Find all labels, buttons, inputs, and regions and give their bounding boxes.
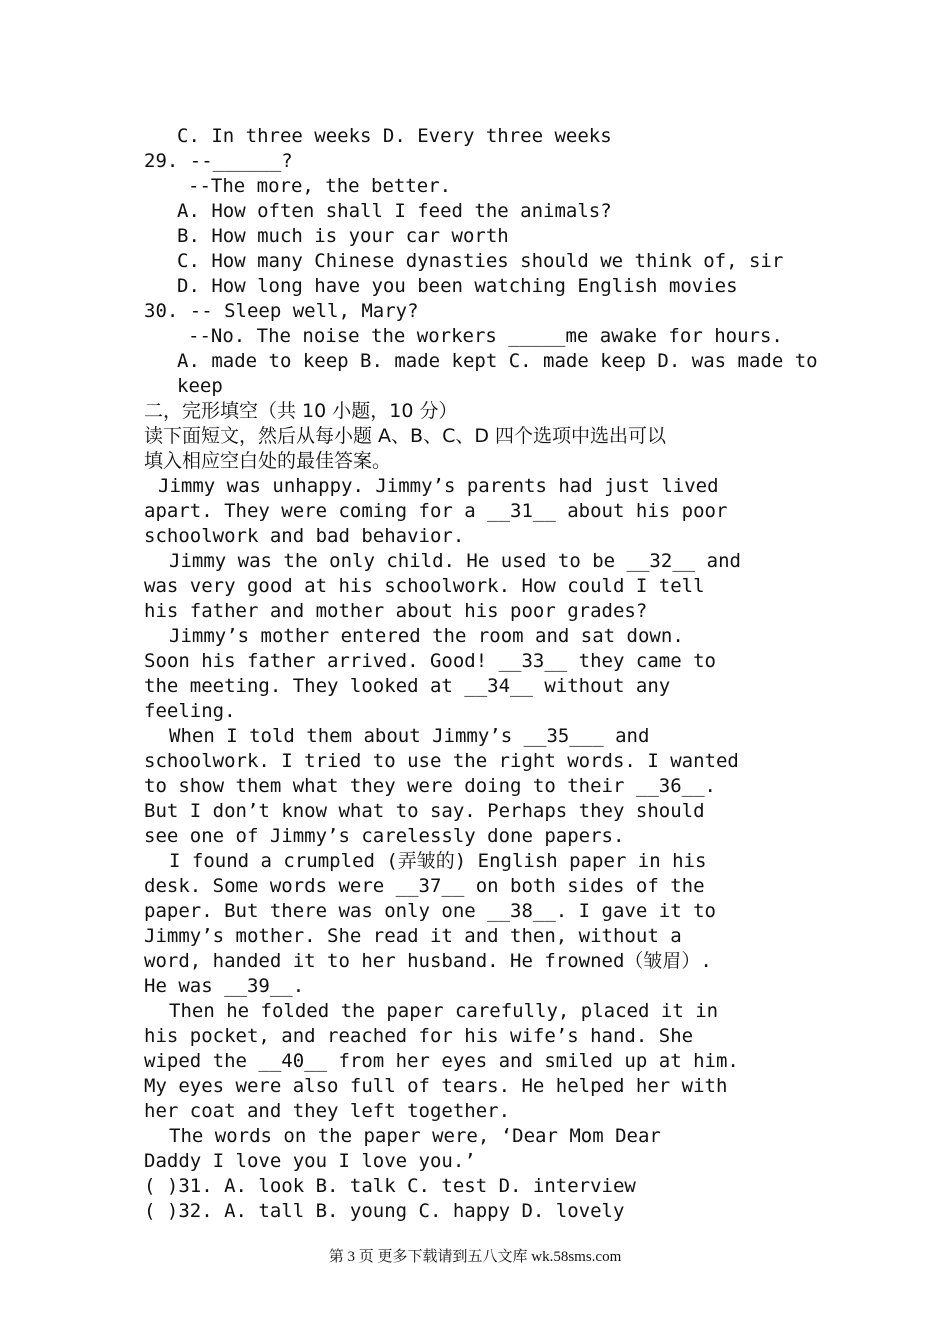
passage-line: Jimmy was unhappy. Jimmy’s parents had just lived xyxy=(158,475,719,497)
answer-options xyxy=(144,1174,824,1224)
question-line: --No. The noise the workers _____me awake for hours. xyxy=(188,325,783,347)
passage-line: feeling. xyxy=(144,700,236,722)
page-content xyxy=(144,124,824,1224)
passage-line: When I told them about Jimmy’s __35___ and xyxy=(169,725,650,747)
cloze-passage xyxy=(144,474,824,1174)
passage-line: see one of Jimmy’s carelessly done papers. xyxy=(144,825,625,847)
passage-line: schoolwork. I tried to use the right words. I wanted xyxy=(144,750,739,772)
passage-line: her coat and they left together. xyxy=(144,1100,511,1122)
page-footer: 第 3 页 更多下载请到五八文库 wk.58sms.com xyxy=(328,1249,622,1265)
passage-line: was very good at his schoolwork. How could I tell xyxy=(144,575,705,597)
question-line: B. How much is your car worth xyxy=(177,225,509,247)
passage-line: Jimmy was the only child. He used to be __32__ and xyxy=(169,550,741,572)
passage-line: desk. Some words were __37__ on both sides of the xyxy=(144,875,705,897)
passage-line: But I don’t know what to say. Perhaps they should xyxy=(144,800,705,822)
question-line: A. How often shall I feed the animals? xyxy=(177,200,612,222)
passage-line: He was __39__. xyxy=(144,975,305,997)
passage-line: Jimmy’s mother. She read it and then, without a xyxy=(144,925,682,947)
passage-line: paper. But there was only one __38__. I gave it to xyxy=(144,900,716,922)
answer-option-line: ( )32. A. tall B. young C. happy D. lovely xyxy=(144,1200,625,1222)
passage-line: apart. They were coming for a __31__ about his poor xyxy=(144,500,728,522)
passage-line: My eyes were also full of tears. He helped her with xyxy=(144,1075,728,1097)
passage-line: to show them what they were doing to their __36__. xyxy=(144,775,716,797)
passage-line: his father and mother about his poor grades? xyxy=(144,600,648,622)
passage-line: I found a crumpled (弄皱的) English paper in his xyxy=(169,850,707,872)
question-line: C. How many Chinese dynasties should we think of, sir xyxy=(177,250,784,272)
answer-option-line: ( )31. A. look B. talk C. test D. interview xyxy=(144,1175,636,1197)
passage-line: schoolwork and bad behavior. xyxy=(144,525,465,547)
question-block xyxy=(144,124,824,399)
section-instruction-line-1: 读下面短文，然后从每小题 A、B、C、D 四个选项中选出可以 xyxy=(144,425,667,447)
question-line: D. How long have you been watching English movies xyxy=(177,275,738,297)
passage-line: Daddy I love you I love you.’ xyxy=(144,1150,476,1172)
question-line: A. made to keep B. made kept C. made keep D. was made to xyxy=(177,350,818,372)
passage-line: The words on the paper were, ‘Dear Mom Dear xyxy=(169,1125,661,1147)
passage-line: the meeting. They looked at __34__ without any xyxy=(144,675,671,697)
passage-line: his pocket, and reached for his wife’s hand. She xyxy=(144,1025,694,1047)
passage-line: Jimmy’s mother entered the room and sat down. xyxy=(169,625,684,647)
question-line: C. In three weeks D. Every three weeks xyxy=(177,125,612,147)
question-line: 29. --______? xyxy=(144,150,293,172)
question-line: 30. -- Sleep well, Mary? xyxy=(144,300,419,322)
question-line: --The more, the better. xyxy=(188,175,452,197)
passage-line: Then he folded the paper carefully, placed it in xyxy=(169,1000,719,1022)
passage-line: Soon his father arrived. Good! __33__ they came to xyxy=(144,650,716,672)
passage-line: word, handed it to her husband. He frowned（皱眉）. xyxy=(144,950,712,972)
section-heading: 二，完形填空（共 10 小题，10 分） xyxy=(144,400,458,422)
question-line: keep xyxy=(177,375,223,397)
section-instruction-line-2: 填入相应空白处的最佳答案。 xyxy=(144,450,392,472)
passage-line: wiped the __40__ from her eyes and smiled up at him. xyxy=(144,1050,739,1072)
